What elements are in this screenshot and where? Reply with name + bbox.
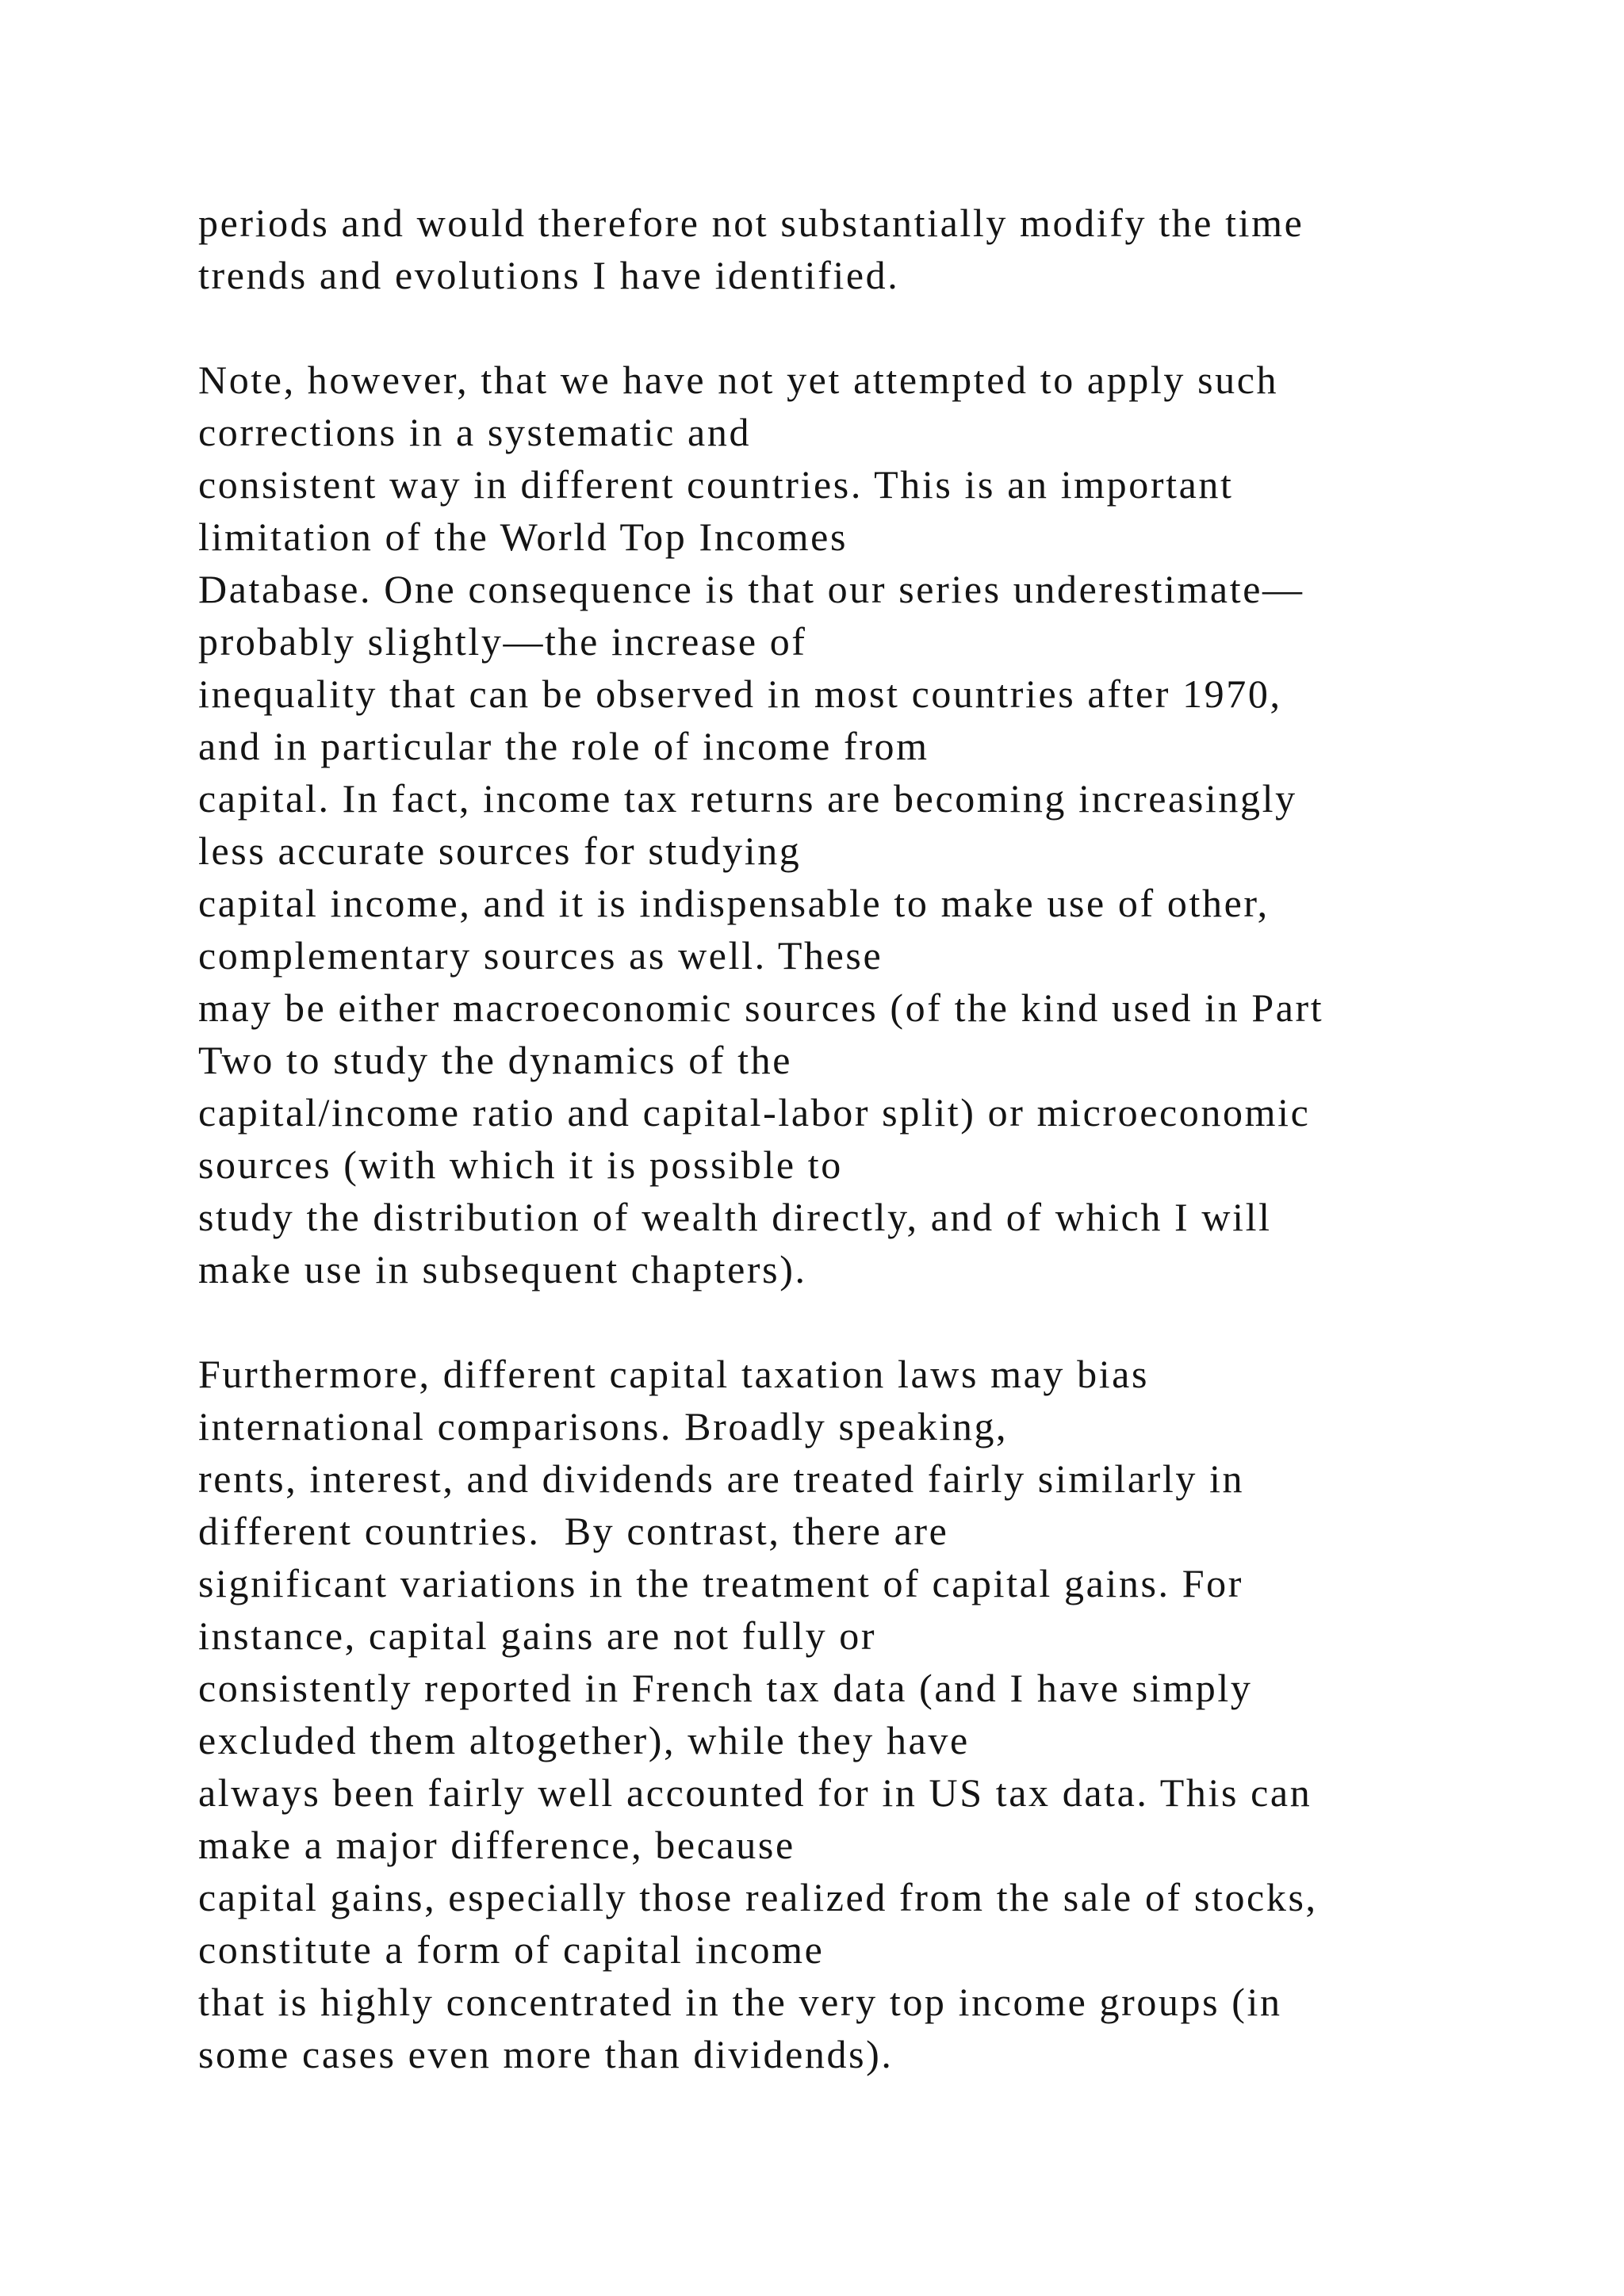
text-line: rents, interest, and dividends are treated fairly similarly in	[198, 1456, 1245, 1501]
paragraph-1	[198, 197, 1594, 301]
text-line: excluded them altogether), while they have	[198, 1718, 970, 1762]
text-line: consistently reported in French tax data (and I have simply	[198, 1666, 1253, 1710]
text-line: probably slightly—the increase of	[198, 619, 807, 664]
document-body	[198, 197, 1594, 2133]
text-line: periods and would therefore not substantially modify the time	[198, 201, 1304, 245]
text-line: Two to study the dynamics of the	[198, 1038, 793, 1082]
text-line: Furthermore, different capital taxation laws may bias	[198, 1352, 1150, 1396]
text-line: may be either macroeconomic sources (of the kind used in Part	[198, 985, 1324, 1030]
paragraph-2	[198, 354, 1594, 1295]
text-line: Note, however, that we have not yet attempted to apply such	[198, 358, 1279, 402]
text-line: constitute a form of capital income	[198, 1927, 825, 1972]
text-line: inequality that can be observed in most countries after 1970,	[198, 672, 1282, 716]
text-line: make use in subsequent chapters).	[198, 1247, 807, 1292]
text-line: always been fairly well accounted for in US tax data. This can	[198, 1770, 1312, 1815]
text-line: trends and evolutions I have identified.	[198, 253, 900, 297]
text-line: significant variations in the treatment of capital gains. For	[198, 1561, 1243, 1605]
text-line: that is highly concentrated in the very top income groups (in	[198, 1980, 1282, 2024]
text-line: international comparisons. Broadly speaking,	[198, 1404, 1009, 1448]
text-line: study the distribution of wealth directly, and of which I will	[198, 1195, 1272, 1239]
text-line: capital. In fact, income tax returns are becoming increasingly	[198, 776, 1297, 821]
text-line: capital gains, especially those realized from the sale of stocks,	[198, 1875, 1318, 1919]
text-line: make a major difference, because	[198, 1823, 795, 1867]
text-line: consistent way in different countries. This is an important	[198, 462, 1234, 507]
text-line: complementary sources as well. These	[198, 933, 883, 978]
paragraph-3	[198, 1348, 1594, 2080]
text-line: and in particular the role of income from	[198, 724, 929, 768]
text-line: capital/income ratio and capital-labor split) or microeconomic	[198, 1090, 1311, 1135]
text-line: sources (with which it is possible to	[198, 1142, 843, 1187]
text-line: capital income, and it is indispensable to make use of other,	[198, 881, 1270, 925]
text-line: corrections in a systematic and	[198, 410, 752, 454]
text-line: some cases even more than dividends).	[198, 2032, 894, 2076]
text-line: Database. One consequence is that our series underestimate—	[198, 567, 1304, 611]
text-line: less accurate sources for studying	[198, 828, 802, 873]
text-line: limitation of the World Top Incomes	[198, 515, 848, 559]
text-line: instance, capital gains are not fully or	[198, 1613, 877, 1658]
text-line: different countries. By contrast, there are	[198, 1509, 949, 1553]
